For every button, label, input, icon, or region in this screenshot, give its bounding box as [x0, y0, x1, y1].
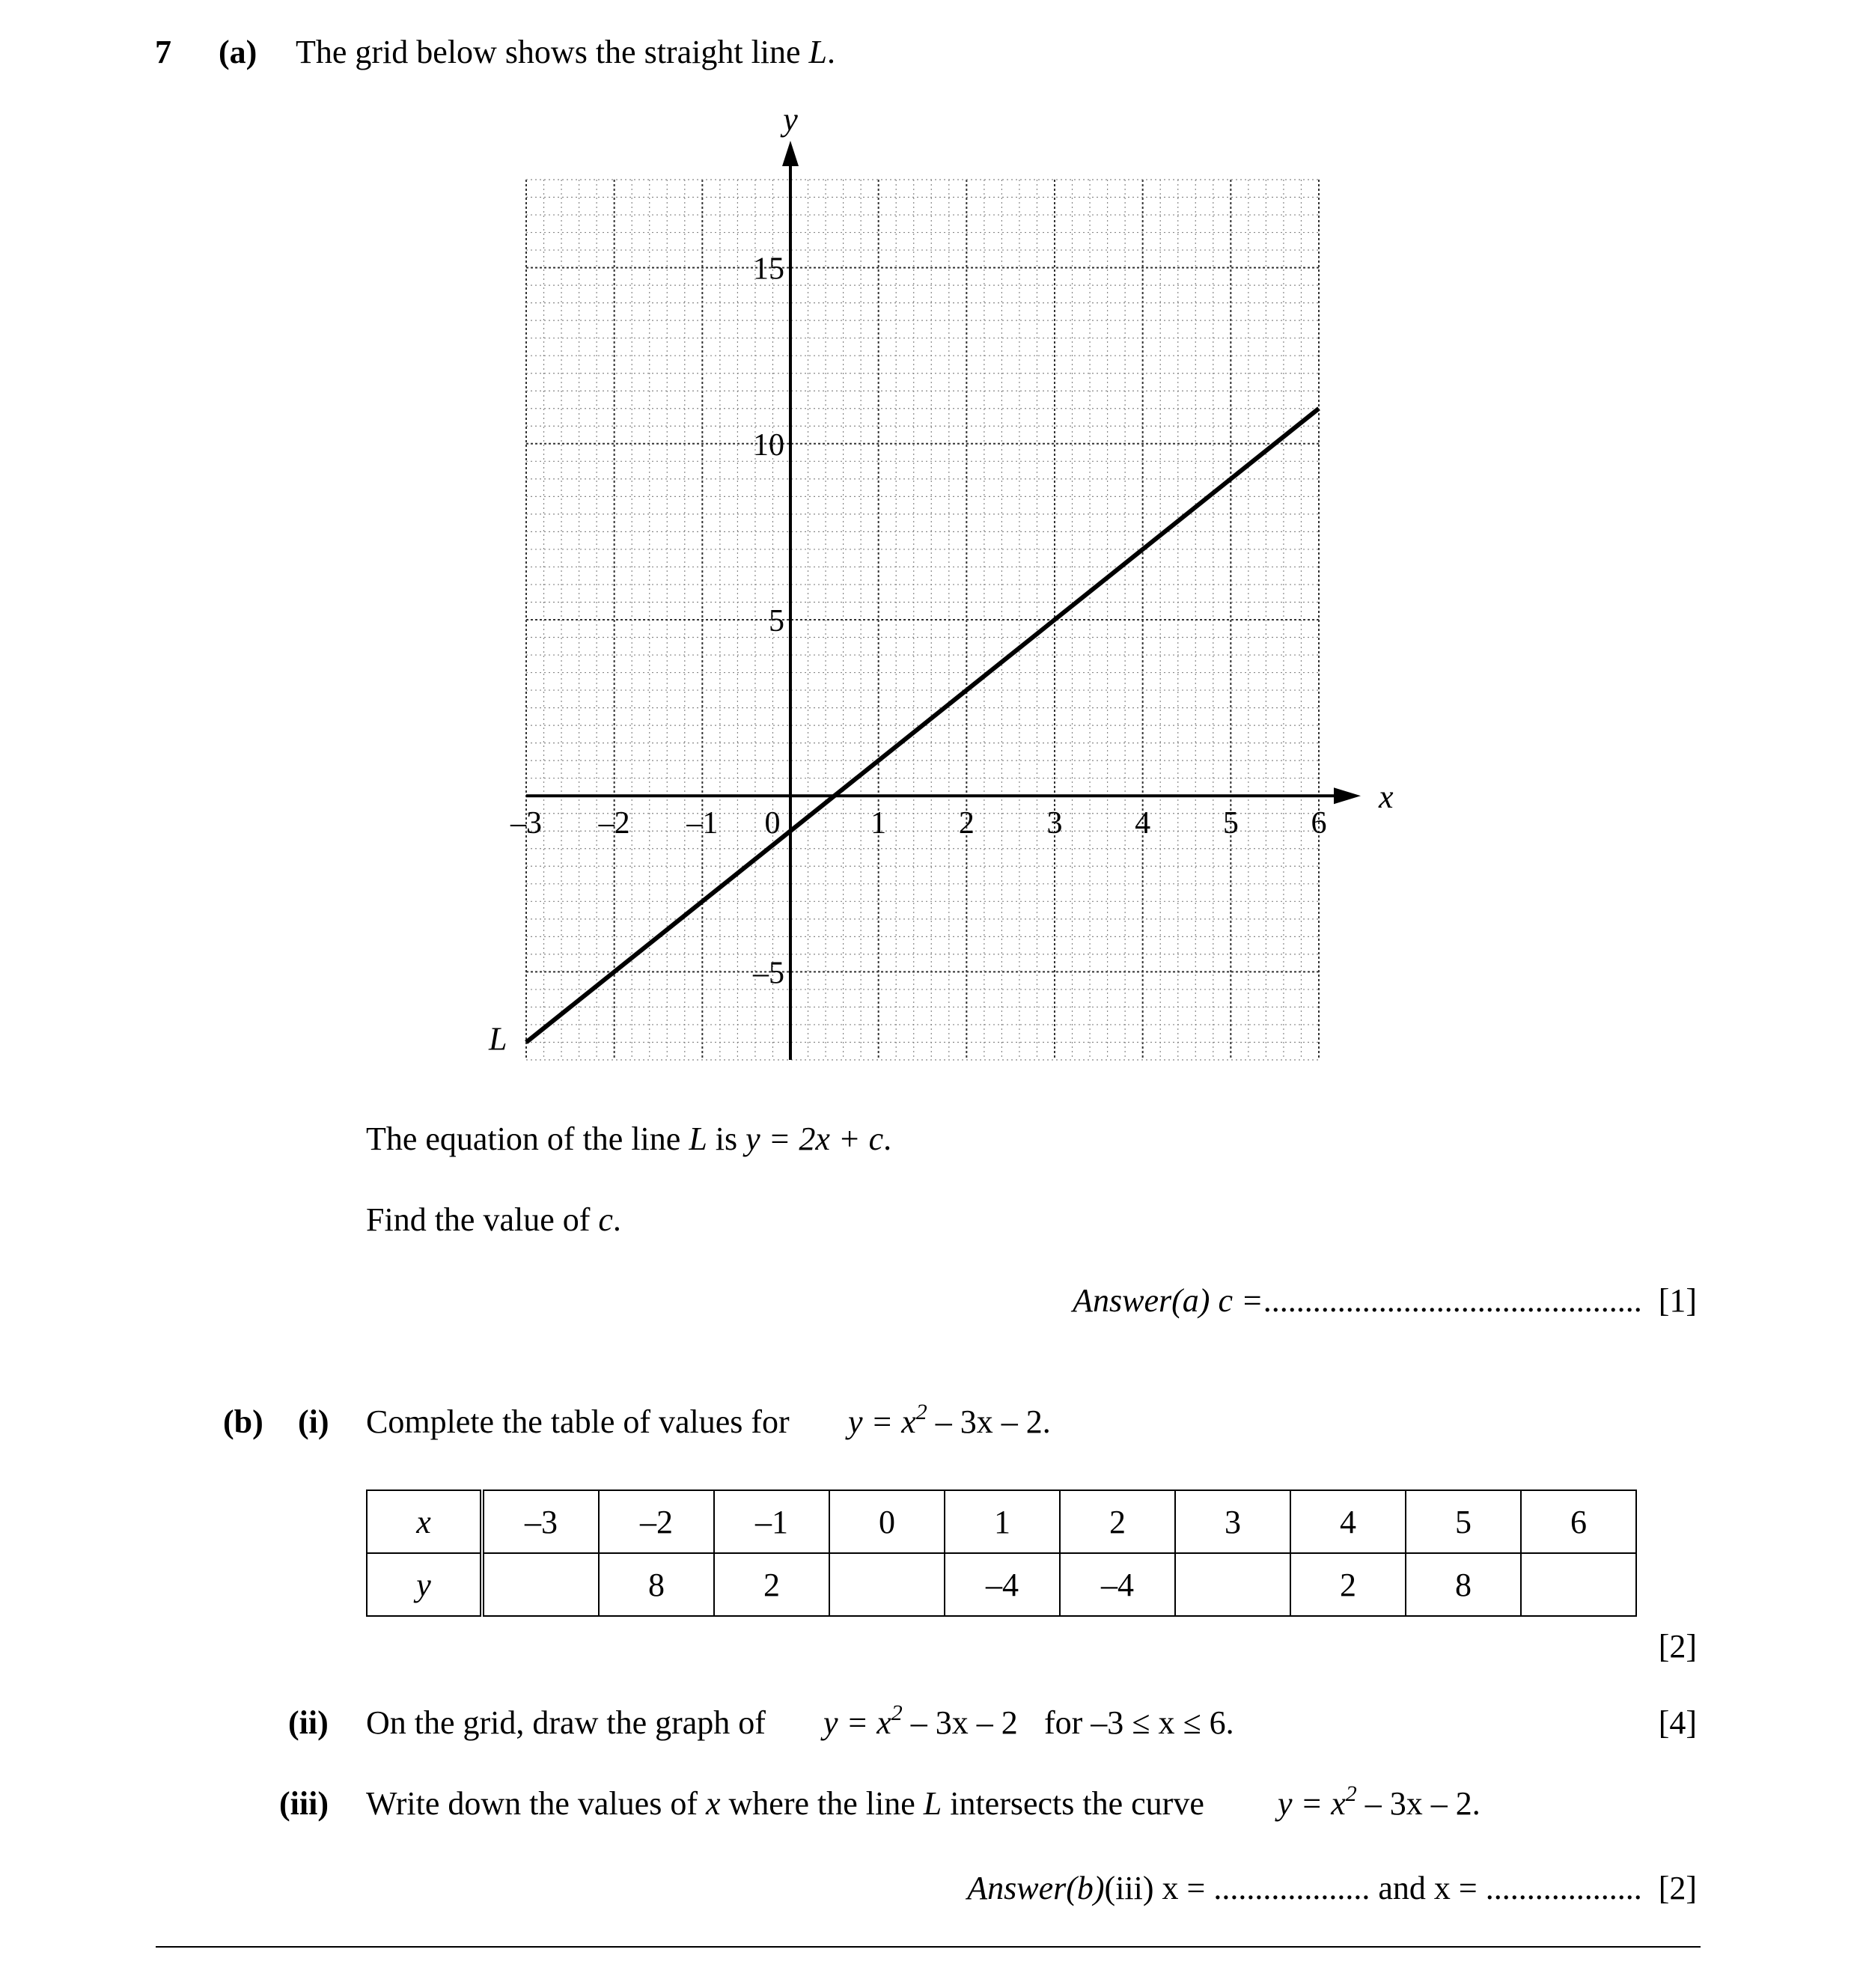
table-cell: –1 [714, 1490, 829, 1553]
equation-var: L [689, 1120, 707, 1157]
iii-line: L [923, 1785, 942, 1822]
table-input-cell[interactable] [1175, 1553, 1290, 1616]
table-cell: 8 [599, 1553, 714, 1616]
x-tick-label: 4 [1135, 806, 1151, 841]
part-b-ii-text: On the grid, draw the graph of [366, 1704, 766, 1741]
equation-prefix: The equation of the line [366, 1120, 689, 1157]
y-axis-label: y [783, 101, 798, 138]
find-statement [366, 1201, 621, 1239]
answer-a-line [1073, 1281, 1697, 1320]
table-x-header: x [367, 1490, 482, 1553]
find-var: c [598, 1201, 613, 1238]
y-tick-label: 10 [753, 427, 784, 463]
eq-iii-exp: 2 [1345, 1781, 1357, 1806]
eq-iii-lhs: y = x [1278, 1785, 1346, 1822]
answer-a-field[interactable]: .............................................. [1263, 1282, 1642, 1319]
table-row-y [367, 1553, 1636, 1616]
table-cell: 8 [1406, 1553, 1521, 1616]
table-cell: 0 [829, 1490, 945, 1553]
eq-i-rhs: – 3x – 2. [927, 1403, 1051, 1440]
answer-b-marks: [2] [1658, 1870, 1697, 1906]
table-cell: 2 [1060, 1490, 1175, 1553]
table-cell: –2 [599, 1490, 714, 1553]
part-b-ii-range: for –3 ≤ x ≤ 6. [1044, 1704, 1234, 1741]
answer-b-label: Answer(b) [967, 1870, 1105, 1906]
eq-ii-lhs: y = x [823, 1704, 891, 1741]
series-label: L [489, 1020, 507, 1058]
bottom-rule [156, 1946, 1701, 1948]
answer-b-iii-line [967, 1869, 1697, 1907]
part-b-ii-label: (ii) [288, 1704, 329, 1741]
table-row-x [367, 1490, 1636, 1553]
answer-b-part: (iii) x = [1104, 1870, 1206, 1906]
part-b-iii-equation [1278, 1781, 1481, 1823]
x-tick-label: 2 [958, 806, 975, 841]
table-cell: 2 [714, 1553, 829, 1616]
part-b-i-text: Complete the table of values for [366, 1403, 790, 1440]
part-b-iii-text [366, 1784, 1204, 1823]
eq-i-lhs: y = x [848, 1403, 916, 1440]
part-b-ii-equation [823, 1701, 1018, 1742]
x-tick-label: 0 [764, 806, 781, 841]
answer-a-marks: [1] [1658, 1282, 1697, 1319]
values-table [366, 1490, 1637, 1617]
eq-i-exp: 2 [915, 1400, 927, 1424]
equation-statement [366, 1120, 891, 1158]
answer-a-label: Answer(a) c = [1073, 1282, 1263, 1319]
y-tick-label: 5 [769, 604, 784, 638]
equation-text: y = 2x + c [745, 1120, 884, 1157]
table-input-cell[interactable] [829, 1553, 945, 1616]
part-a-intro-suffix: . [827, 34, 836, 70]
x-tick-label: 1 [870, 806, 887, 841]
table-cell: –3 [482, 1490, 599, 1553]
find-prefix: Find the value of [366, 1201, 599, 1238]
table-cell: 3 [1175, 1490, 1290, 1553]
y-tick-label: 15 [753, 251, 784, 287]
table-cell: –4 [945, 1553, 1060, 1616]
part-b-i-label: (i) [298, 1403, 329, 1440]
iii-suffix: intersects the curve [942, 1785, 1204, 1822]
question-number: 7 [155, 34, 171, 70]
table-input-cell[interactable] [1521, 1553, 1636, 1616]
table-cell: 5 [1406, 1490, 1521, 1553]
table-cell: 2 [1290, 1553, 1406, 1616]
equation-mid: is [707, 1120, 746, 1157]
table-cell: –4 [1060, 1553, 1175, 1616]
x-axis-label: x [1379, 778, 1394, 816]
eq-iii-rhs: – 3x – 2. [1356, 1785, 1481, 1822]
x-tick-label: –1 [686, 806, 719, 841]
y-tick-label: –5 [753, 956, 784, 991]
part-b-iii-label: (iii) [279, 1785, 329, 1822]
iii-mid: where the line [720, 1785, 924, 1822]
part-a-intro-var: L [808, 34, 828, 70]
part-b-i-equation [848, 1400, 1051, 1441]
answer-b-field-1[interactable]: ................... [1213, 1870, 1370, 1906]
equation-suffix: . [883, 1120, 892, 1157]
part-b-ii-marks: [4] [1658, 1704, 1697, 1741]
find-suffix: . [612, 1201, 621, 1238]
x-tick-label: 3 [1046, 806, 1063, 841]
x-tick-label: –3 [510, 806, 542, 841]
table-cell: 4 [1290, 1490, 1406, 1553]
part-a-label: (a) [219, 34, 257, 70]
iii-var: x [706, 1785, 721, 1822]
table-y-header: y [367, 1553, 482, 1616]
table-cell: 6 [1521, 1490, 1636, 1553]
eq-ii-exp: 2 [891, 1701, 903, 1725]
x-axis-arrow [1334, 787, 1361, 804]
x-tick-label: –2 [598, 806, 630, 841]
eq-ii-rhs: – 3x – 2 [902, 1704, 1018, 1741]
x-tick-label: 6 [1311, 806, 1327, 841]
part-a-intro-prefix: The grid below shows the straight line [296, 34, 809, 70]
table-cell: 1 [945, 1490, 1060, 1553]
part-b-i-marks: [2] [1658, 1628, 1697, 1665]
x-tick-label: 5 [1222, 806, 1239, 841]
answer-b-and: and x = [1370, 1870, 1478, 1906]
iii-prefix: Write down the values of [366, 1785, 706, 1822]
table-input-cell[interactable] [482, 1553, 599, 1616]
part-b-label: (b) [223, 1403, 263, 1440]
y-axis-arrow [782, 141, 799, 166]
answer-b-field-2[interactable]: ................... [1485, 1870, 1642, 1906]
